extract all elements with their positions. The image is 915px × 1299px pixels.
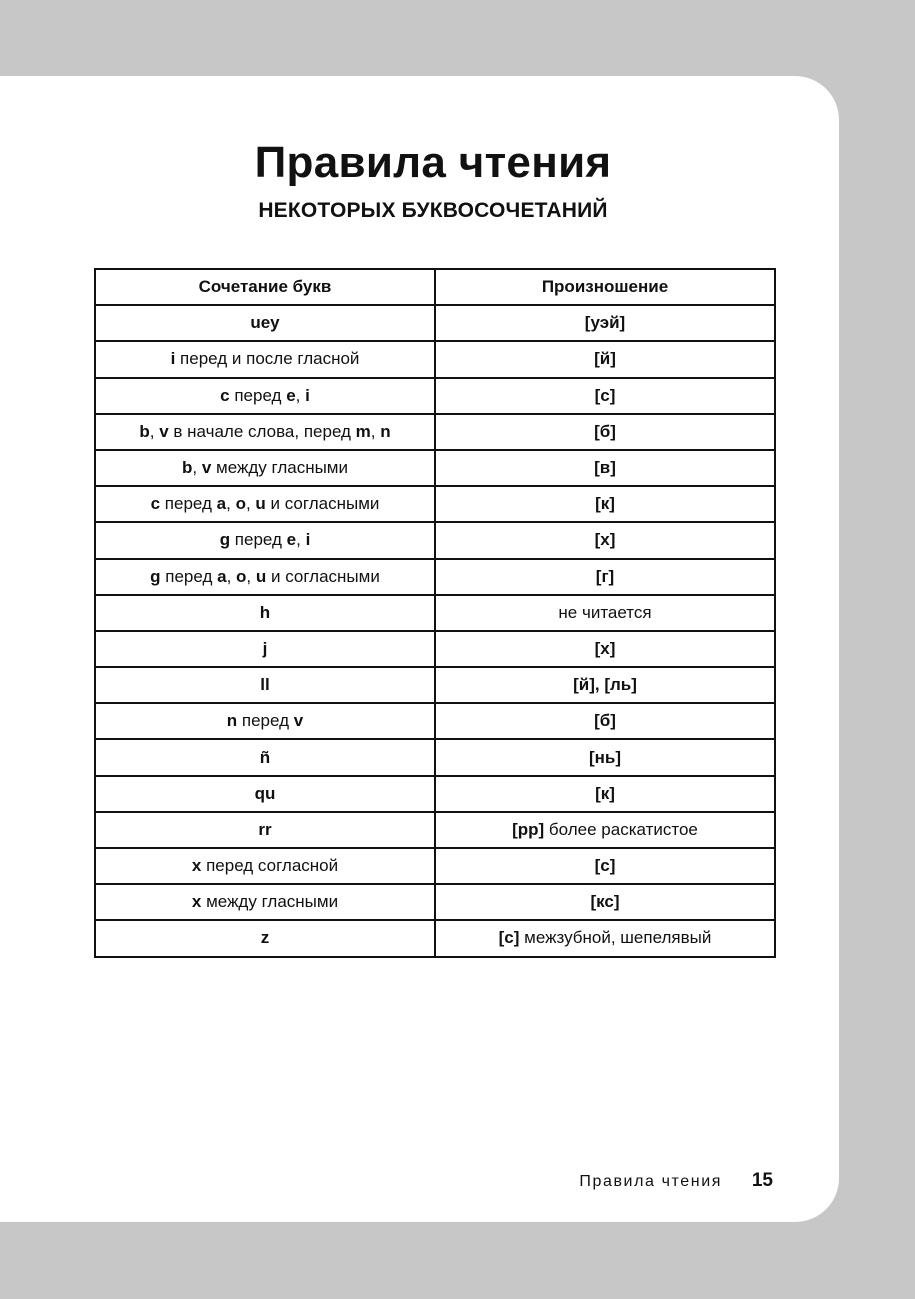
table-body xyxy=(95,305,775,956)
bold-text-run: c xyxy=(220,385,230,405)
bold-text-run: z xyxy=(260,928,270,948)
bold-text-run: [х] xyxy=(594,638,616,658)
bold-text-run: v xyxy=(159,421,169,441)
bold-text-run: [с] xyxy=(594,385,616,405)
bold-text-run: i xyxy=(305,530,311,550)
bold-text-run: [с] xyxy=(498,928,520,948)
text-run: между гласными xyxy=(201,892,339,912)
bold-text-run: a xyxy=(216,494,227,514)
text-run: , xyxy=(226,566,237,586)
pronunciation-cell xyxy=(435,812,775,848)
letter-combination-cell xyxy=(95,305,435,341)
bold-text-run: x xyxy=(191,892,202,912)
bold-text-run: rr xyxy=(258,819,272,839)
table-row xyxy=(95,450,775,486)
letter-combination-cell xyxy=(95,595,435,631)
letter-combination-cell xyxy=(95,341,435,377)
letter-combination-cell xyxy=(95,522,435,558)
table-row xyxy=(95,378,775,414)
bold-text-run: v xyxy=(201,458,212,478)
text-run: перед xyxy=(237,711,294,731)
table-row xyxy=(95,305,775,341)
table-row xyxy=(95,341,775,377)
pronunciation-cell xyxy=(435,595,775,631)
table-row xyxy=(95,884,775,920)
text-run: и согласными xyxy=(266,566,380,586)
letter-combination-cell xyxy=(95,486,435,522)
bold-text-run: [кс] xyxy=(590,892,620,912)
text-run: в начале слова, перед xyxy=(168,421,356,441)
running-footer-section: Правила чтения xyxy=(579,1173,722,1190)
bold-text-run: e xyxy=(286,385,296,405)
bold-text-run: b xyxy=(139,421,150,441)
text-run: межзубной, шепелявый xyxy=(519,928,712,948)
table-row xyxy=(95,522,775,558)
letter-combination-cell xyxy=(95,920,435,956)
bold-text-run: g xyxy=(150,566,161,586)
table-row xyxy=(95,631,775,667)
table-header-row xyxy=(95,269,775,305)
letter-combination-cell xyxy=(95,848,435,884)
table-row xyxy=(95,559,775,595)
table-row xyxy=(95,739,775,775)
pronunciation-cell xyxy=(435,522,775,558)
bold-text-run: b xyxy=(182,458,193,478)
pronunciation-cell xyxy=(435,341,775,377)
table-row xyxy=(95,667,775,703)
pronunciation-cell xyxy=(435,739,775,775)
bold-text-run: a xyxy=(217,566,227,586)
text-run: более раскатистое xyxy=(544,819,698,839)
table-row xyxy=(95,703,775,739)
pronunciation-cell xyxy=(435,631,775,667)
page-title: Правила чтения xyxy=(254,138,612,187)
letter-combination-cell xyxy=(95,884,435,920)
text-run: , xyxy=(192,458,202,478)
bold-text-run: g xyxy=(219,530,231,550)
bold-text-run: ñ xyxy=(259,747,271,767)
letter-combination-cell xyxy=(95,776,435,812)
column-header-pronunciation: Произношение xyxy=(435,269,775,305)
bold-text-run: qu xyxy=(254,783,276,803)
pronunciation-cell xyxy=(435,884,775,920)
letter-combination-cell xyxy=(95,414,435,450)
bold-text-run: [б] xyxy=(594,711,616,731)
book-page xyxy=(0,76,839,1222)
table-row xyxy=(95,486,775,522)
pronunciation-cell xyxy=(435,776,775,812)
letter-combination-cell xyxy=(95,559,435,595)
column-header-combination: Сочетание букв xyxy=(95,269,435,305)
letter-combination-cell xyxy=(95,739,435,775)
text-run: перед и после гласной xyxy=(175,349,360,369)
text-run: , xyxy=(245,494,256,514)
text-run: и согласными xyxy=(265,494,380,514)
bold-text-run: [нь] xyxy=(588,747,622,767)
bold-text-run: u xyxy=(255,566,267,586)
text-run: перед xyxy=(229,385,287,405)
bold-text-run: x xyxy=(191,856,202,876)
bold-text-run: [к] xyxy=(595,783,615,803)
pronunciation-cell xyxy=(435,559,775,595)
letter-combination-cell xyxy=(95,667,435,703)
bold-text-run: i xyxy=(170,349,176,369)
table-row xyxy=(95,812,775,848)
bold-text-run: [в] xyxy=(594,458,616,478)
letter-combination-cell xyxy=(95,450,435,486)
bold-text-run: n xyxy=(226,711,238,731)
text-run: перед xyxy=(230,530,287,550)
bold-text-run: n xyxy=(380,421,391,441)
bold-text-run: [уэй] xyxy=(584,313,626,333)
bold-text-run: [рр] xyxy=(512,819,545,839)
bold-text-run: u xyxy=(255,494,266,514)
bold-text-run: e xyxy=(286,530,297,550)
letter-combination-cell xyxy=(95,812,435,848)
letter-combination-cell xyxy=(95,631,435,667)
bold-text-run: i xyxy=(305,385,310,405)
bold-text-run: o xyxy=(235,494,246,514)
pronunciation-cell xyxy=(435,848,775,884)
text-run: , xyxy=(295,385,306,405)
text-run: , xyxy=(296,530,306,550)
pronunciation-cell xyxy=(435,450,775,486)
text-run: между гласными xyxy=(211,458,348,478)
bold-text-run: ll xyxy=(260,675,270,695)
bold-text-run: m xyxy=(355,421,371,441)
bold-text-run: uey xyxy=(250,313,280,333)
bold-text-run: [г] xyxy=(595,566,615,586)
text-run: перед xyxy=(160,566,218,586)
text-run: перед xyxy=(160,494,217,514)
bold-text-run: c xyxy=(150,494,161,514)
bold-text-run: v xyxy=(293,711,304,731)
pronunciation-cell xyxy=(435,486,775,522)
bold-text-run: [й], [ль] xyxy=(573,675,637,695)
bold-text-run: [б] xyxy=(594,421,616,441)
reading-rules-table xyxy=(94,268,776,958)
pronunciation-cell xyxy=(435,378,775,414)
text-run: , xyxy=(149,421,160,441)
bold-text-run: h xyxy=(259,602,271,622)
table-row xyxy=(95,776,775,812)
letter-combination-cell xyxy=(95,703,435,739)
pronunciation-cell xyxy=(435,305,775,341)
pronunciation-cell xyxy=(435,920,775,956)
table-row xyxy=(95,595,775,631)
pronunciation-cell xyxy=(435,703,775,739)
pronunciation-cell xyxy=(435,667,775,703)
bold-text-run: [с] xyxy=(594,856,616,876)
text-run: , xyxy=(246,566,256,586)
pronunciation-cell xyxy=(435,414,775,450)
table-row xyxy=(95,414,775,450)
bold-text-run: [х] xyxy=(594,530,616,550)
bold-text-run: o xyxy=(236,566,247,586)
bold-text-run: j xyxy=(262,638,268,658)
page-number: 15 xyxy=(751,1170,773,1191)
bold-text-run: [й] xyxy=(594,349,616,369)
bold-text-run: [к] xyxy=(595,494,615,514)
letter-combination-cell xyxy=(95,378,435,414)
text-run: не читается xyxy=(558,602,652,622)
table-row xyxy=(95,848,775,884)
text-run: перед согласной xyxy=(201,856,339,876)
text-run: , xyxy=(226,494,236,514)
table-row xyxy=(95,920,775,956)
text-run: , xyxy=(370,421,381,441)
page-subtitle: НЕКОТОРЫХ БУКВОСОЧЕТАНИЙ xyxy=(258,199,608,222)
